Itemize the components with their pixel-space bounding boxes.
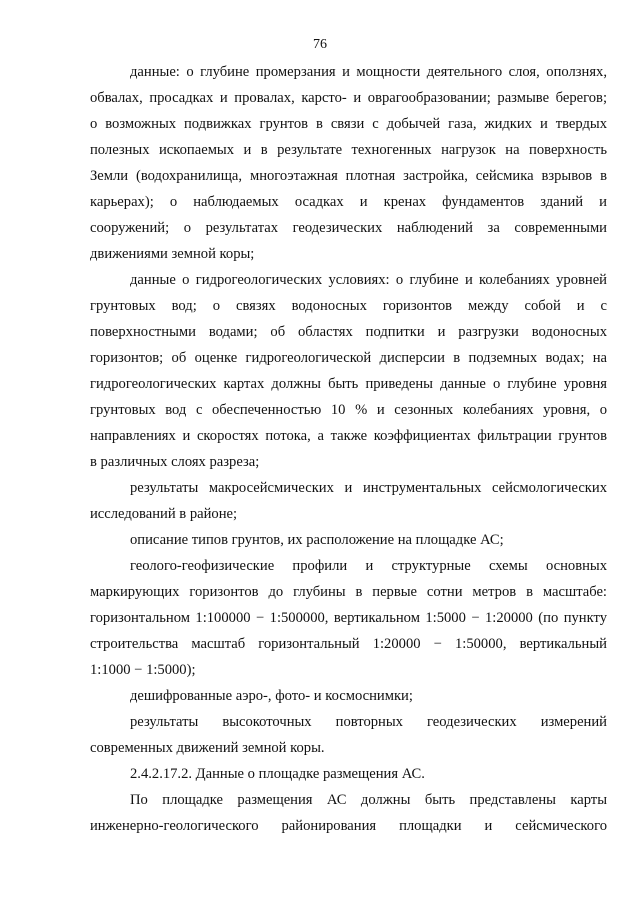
text-line: 1:1000 − 1:5000); <box>90 662 196 678</box>
text-line: о возможных подвижках грунтов в связи с добычей газа, жидких и твердых <box>90 116 607 132</box>
section-heading: 2.4.2.17.2. Данные о площадке размещения АС. <box>130 766 425 782</box>
text-line: исследований в районе; <box>90 506 238 522</box>
text-line: грунтовых вод; о связях водоносных горизонтов между собой и с <box>90 298 607 314</box>
text-line: направлениях и скоростях потока, а также коэффициентах фильтрации грунтов <box>90 428 607 444</box>
page-number: 76 <box>313 37 327 52</box>
text-line: полезных ископаемых и в результате техногенных нагрузок на поверхность <box>90 142 607 158</box>
text-line: в различных слоях разреза; <box>90 454 260 470</box>
text-line: маркирующих горизонтов до глубины в первые сотни метров в масштабе: <box>90 584 607 600</box>
text-line: карьерах); о наблюдаемых осадках и кренах фундаментов зданий и <box>90 194 607 210</box>
text-line: результаты макросейсмических и инструментальных сейсмологических <box>130 480 607 496</box>
text-line: данные о гидрогеологических условиях: о глубине и колебаниях уровней <box>130 272 607 288</box>
text-line: результаты высокоточных повторных геодезических измерений <box>130 714 607 730</box>
text-line: Земли (водохранилища, многоэтажная плотная застройка, сейсмика взрывов в <box>90 168 607 184</box>
text-line: геолого-геофизические профили и структурные схемы основных <box>130 558 607 574</box>
text-line: данные: о глубине промерзания и мощности деятельного слоя, оползнях, <box>130 64 607 80</box>
text-line: движениями земной коры; <box>90 246 255 262</box>
text-line: дешифрованные аэро-, фото- и космоснимки; <box>130 688 413 704</box>
text-line: горизонтов; об оценке гидрогеологической дисперсии в подземных водах; на <box>90 350 607 366</box>
text-line: горизонтальном 1:100000 − 1:500000, вертикальном 1:5000 − 1:20000 (по пункту <box>90 610 607 626</box>
text-line: строительства масштаб горизонтальный 1:20000 − 1:50000, вертикальный <box>90 636 607 652</box>
text-line: современных движений земной коры. <box>90 740 325 756</box>
text-line: инженерно-геологического районирования площадки и сейсмического <box>90 818 607 834</box>
text-line: обвалах, просадках и провалах, карсто- и оврагообразовании; размыве берегов; <box>90 90 607 106</box>
text-line: По площадке размещения АС должны быть представлены карты <box>130 792 607 808</box>
text-line: поверхностными водами; об областях подпитки и разгрузки водоносных <box>90 324 607 340</box>
text-line: описание типов грунтов, их расположение на площадке АС; <box>130 532 504 548</box>
text-line: грунтовых вод с обеспеченностью 10 % и сезонных колебаниях уровня, о <box>90 402 607 418</box>
text-line: гидрогеологических картах должны быть приведены данные о глубине уровня <box>90 376 607 392</box>
text-line: сооружений; о результатах геодезических наблюдений за современными <box>90 220 607 236</box>
